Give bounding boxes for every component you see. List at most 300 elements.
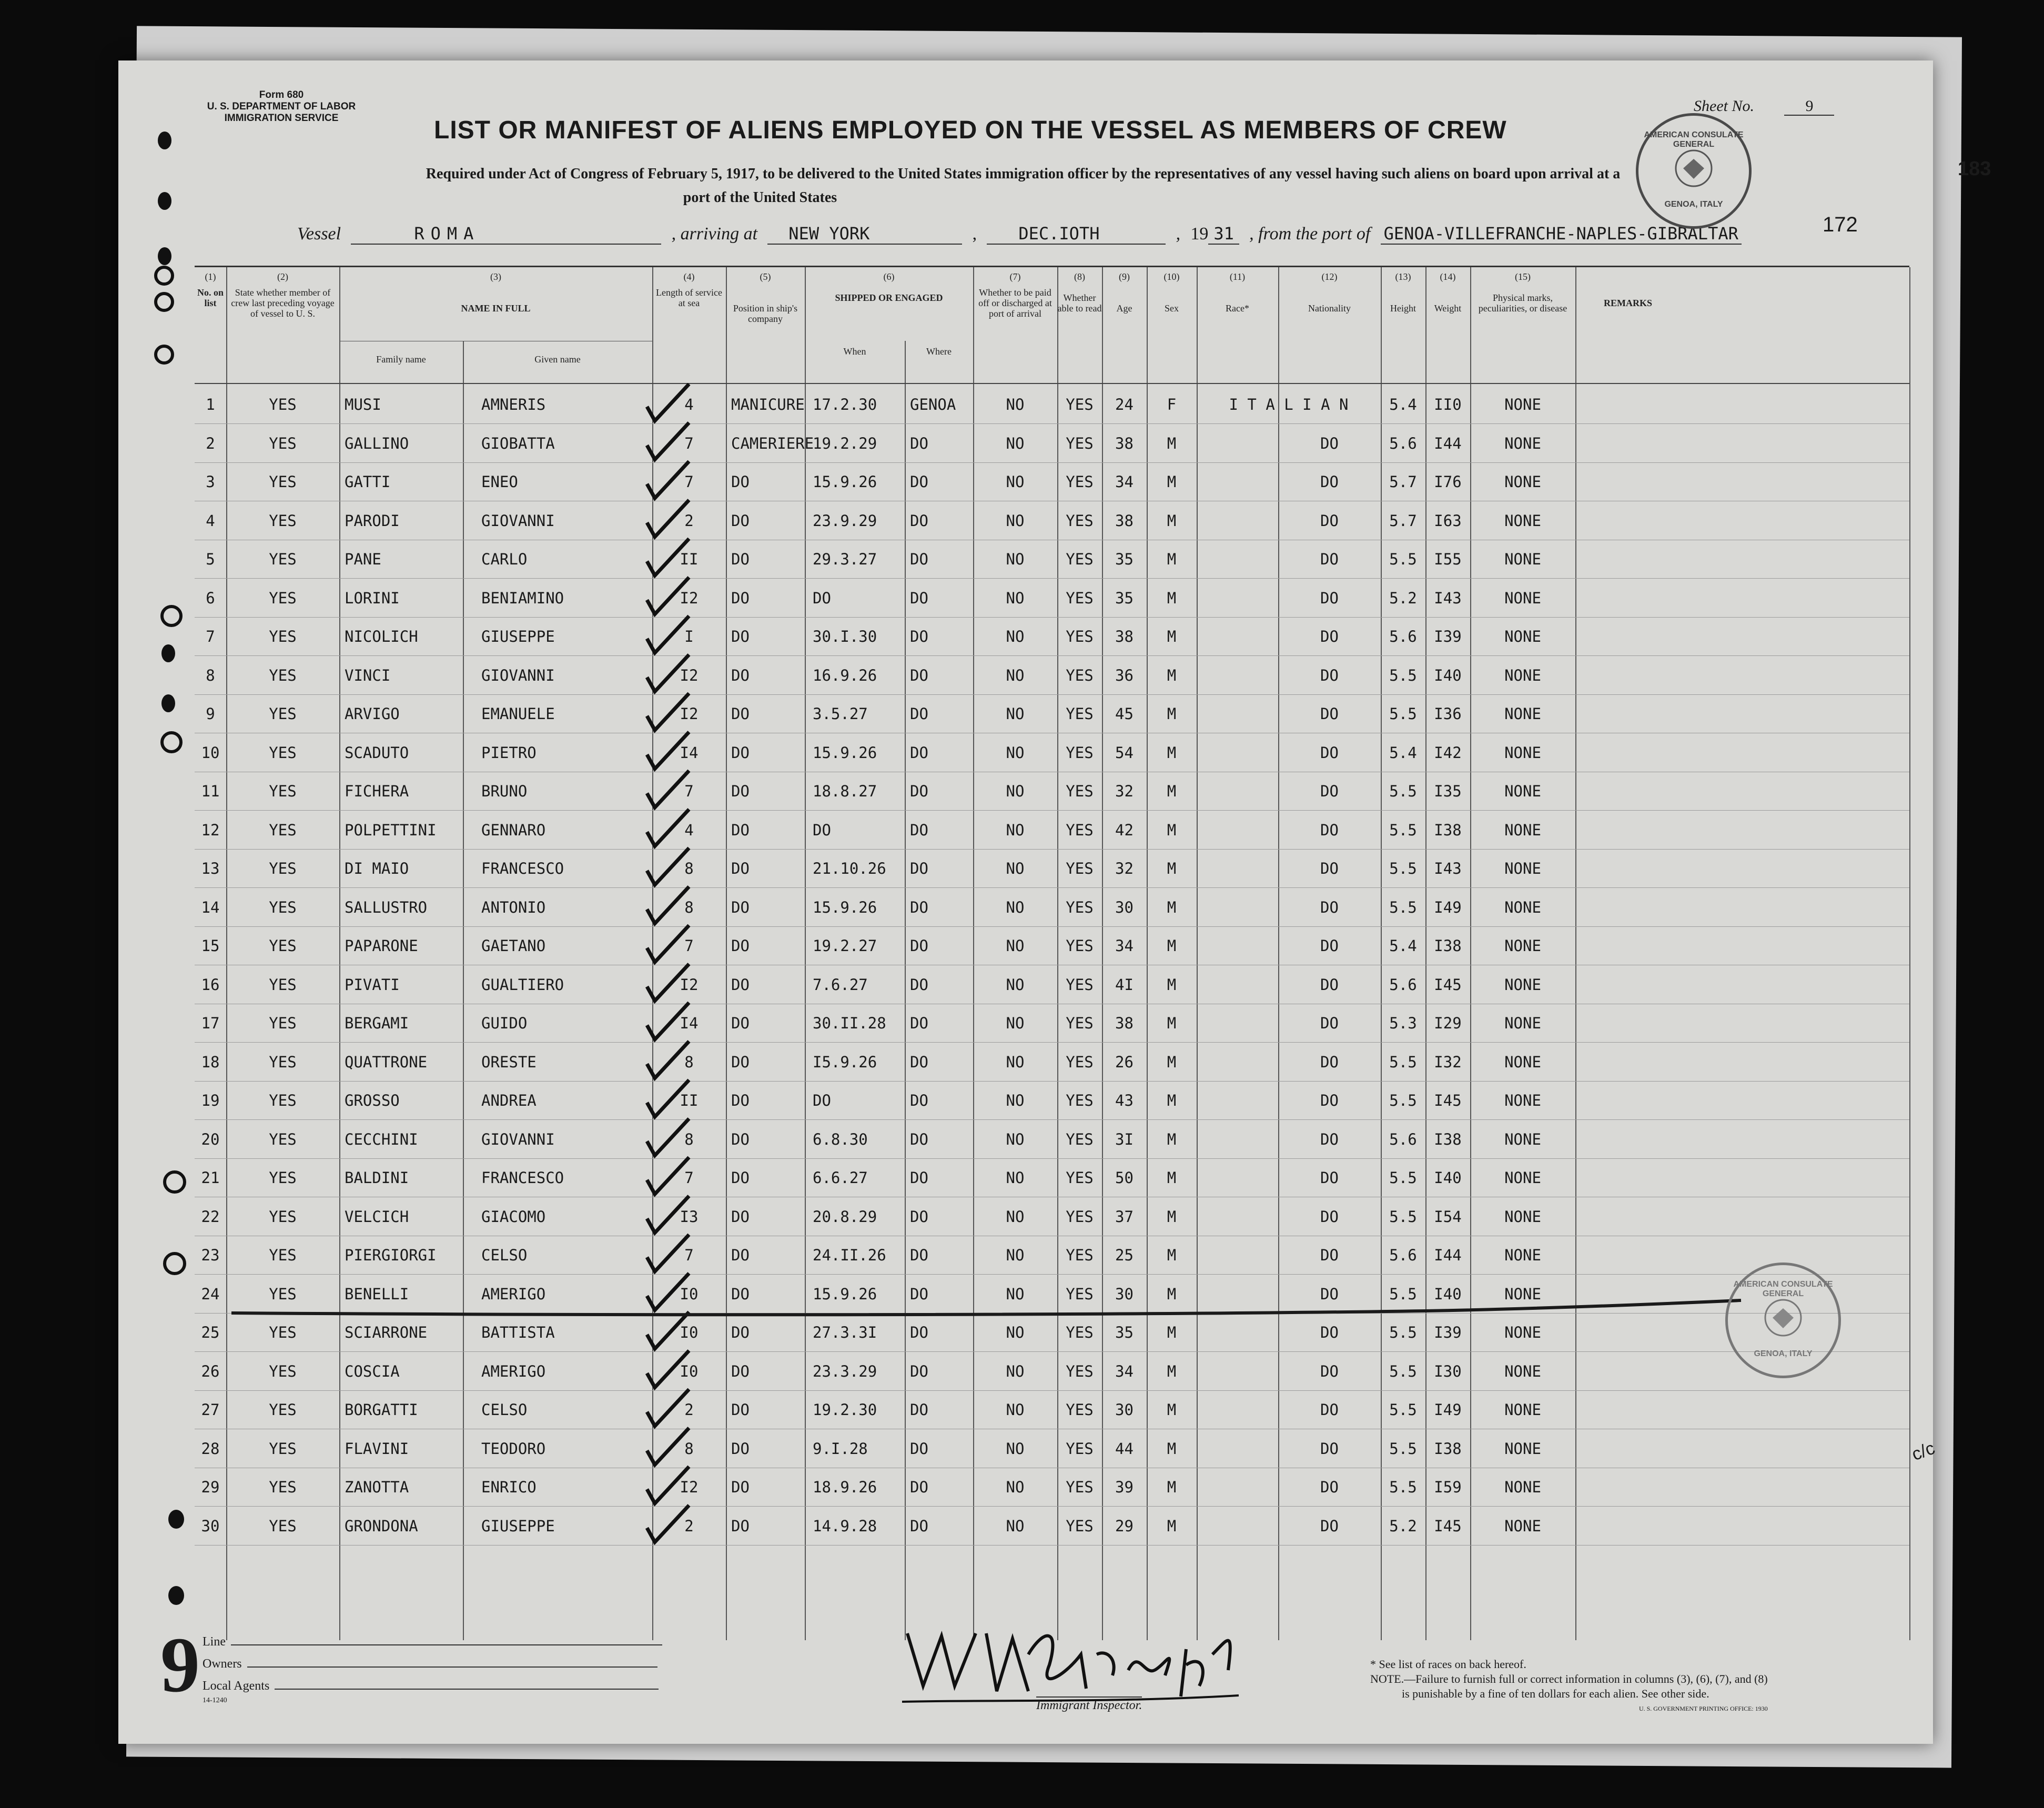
cell-physical-marks: NONE bbox=[1504, 473, 1541, 491]
col-header-race: (11) Race* bbox=[1226, 271, 1249, 314]
note-races: * See list of races on back hereof. bbox=[1370, 1658, 1526, 1671]
check-mark bbox=[647, 810, 689, 846]
cell-service-length: 8 bbox=[684, 1053, 694, 1071]
cell-row-number: 9 bbox=[206, 705, 215, 723]
side-number-mid: 172 bbox=[1823, 213, 1858, 236]
cell-shipped-when: 23.9.29 bbox=[813, 511, 877, 530]
cell-position: DO bbox=[731, 1517, 750, 1535]
cell-weight: I29 bbox=[1434, 1014, 1462, 1032]
cell-shipped-where: GENOA bbox=[910, 396, 956, 413]
cell-nationality: DO bbox=[1320, 589, 1339, 607]
cell-shipped-when: 16.9.26 bbox=[813, 666, 877, 684]
cell-paid-off: NO bbox=[1006, 1207, 1025, 1226]
cell-family-name: POLPETTINI bbox=[345, 821, 437, 839]
cell-family-name: COSCIA bbox=[345, 1362, 400, 1380]
cell-height: 5.2 bbox=[1389, 589, 1417, 607]
cell-shipped-when: 7.6.27 bbox=[813, 975, 868, 994]
cell-family-name: PARODI bbox=[345, 511, 400, 530]
cell-family-name: ARVIGO bbox=[345, 705, 400, 723]
cell-physical-marks: NONE bbox=[1504, 1285, 1541, 1303]
cell-given-name: FRANCESCO bbox=[481, 1169, 564, 1187]
cell-weight: I55 bbox=[1434, 550, 1462, 568]
cell-age: 42 bbox=[1115, 821, 1134, 839]
cell-family-name: BENELLI bbox=[345, 1285, 409, 1303]
cell-shipped-when: 15.9.26 bbox=[813, 898, 877, 916]
cell-height: 5.5 bbox=[1389, 1207, 1417, 1226]
cell-shipped-when: 18.8.27 bbox=[813, 782, 877, 800]
cell-paid-off: NO bbox=[1006, 589, 1025, 607]
cell-physical-marks: NONE bbox=[1504, 1246, 1541, 1264]
check-mark bbox=[647, 578, 689, 614]
cell-sex: M bbox=[1167, 1014, 1177, 1032]
cell-shipped-when: 15.9.26 bbox=[813, 743, 877, 762]
cell-weight: I39 bbox=[1434, 1324, 1462, 1341]
cell-paid-off: NO bbox=[1006, 743, 1025, 762]
table-row bbox=[195, 386, 1909, 423]
cell-nationality: DO bbox=[1320, 1014, 1339, 1032]
cell-shipped-where: DO bbox=[910, 434, 928, 452]
form-header-block bbox=[197, 89, 366, 124]
cell-weight: I38 bbox=[1434, 1130, 1462, 1148]
cell-paid-off: NO bbox=[1006, 1478, 1025, 1496]
cell-given-name: CELSO bbox=[481, 1246, 528, 1264]
table-row bbox=[195, 1004, 1909, 1042]
cell-given-name: GIUSEPPE bbox=[481, 628, 555, 645]
cell-height: 5.7 bbox=[1389, 473, 1417, 491]
arrival-port: NEW YORK bbox=[767, 224, 962, 245]
cell-shipped-when: 14.9.28 bbox=[813, 1517, 877, 1535]
cell-row-number: 10 bbox=[201, 743, 220, 762]
cell-age: 39 bbox=[1115, 1478, 1134, 1496]
cell-able-to-read: YES bbox=[1066, 666, 1094, 684]
cell-able-to-read: YES bbox=[1066, 1130, 1094, 1148]
cell-previous-voyage: YES bbox=[269, 1439, 297, 1458]
cell-age: 36 bbox=[1115, 666, 1134, 684]
cell-service-length: I2 bbox=[680, 705, 699, 723]
cell-weight: I45 bbox=[1434, 1092, 1462, 1109]
cell-able-to-read: YES bbox=[1066, 589, 1094, 607]
cell-weight: I30 bbox=[1434, 1362, 1462, 1380]
cell-nationality: DO bbox=[1320, 821, 1339, 839]
cell-given-name: EMANUELE bbox=[481, 705, 555, 723]
cell-nationality: DO bbox=[1320, 1207, 1339, 1226]
cell-physical-marks: NONE bbox=[1504, 1401, 1541, 1419]
check-mark bbox=[647, 1157, 689, 1194]
cell-physical-marks: NONE bbox=[1504, 937, 1541, 955]
cell-shipped-where: DO bbox=[910, 1207, 928, 1226]
binder-hole bbox=[158, 192, 171, 210]
year-prefix: 19 bbox=[1190, 224, 1209, 244]
requirement-line-1: Required under Act of Congress of February 5, 1917, to be delivered to the United States immigration officer by the representatives of any vessel having such aliens on board upon arrival at a bbox=[426, 166, 1621, 182]
voyage-line: Vessel ROMA , arriving at NEW YORK , DEC.IOTH , 19 31 , from the port of GENOA-VILLEFRANCHE-NAPLES-GIBRALTAR bbox=[297, 224, 1742, 245]
cell-weight: I40 bbox=[1434, 1285, 1462, 1303]
departure-ports: GENOA-VILLEFRANCHE-NAPLES-GIBRALTAR bbox=[1381, 224, 1742, 245]
consulate-stamp-bottom: AMERICAN CONSULATE GENERAL GENOA, ITALY bbox=[1725, 1262, 1841, 1378]
cell-service-length: 7 bbox=[684, 937, 694, 955]
cell-shipped-when: 19.2.27 bbox=[813, 937, 877, 955]
col-header-family-name: Family name bbox=[376, 354, 426, 365]
table-row bbox=[195, 1507, 1909, 1545]
cell-physical-marks: NONE bbox=[1504, 898, 1541, 916]
cell-given-name: AMERIGO bbox=[481, 1362, 546, 1380]
cell-position: CAMERIERE bbox=[731, 434, 814, 452]
cell-sex: M bbox=[1167, 550, 1177, 568]
cell-weight: I35 bbox=[1434, 782, 1462, 800]
cell-nationality: DO bbox=[1320, 666, 1339, 684]
cell-sex: M bbox=[1167, 666, 1177, 684]
footer-owners-label: Owners bbox=[203, 1657, 242, 1671]
cell-row-number: 16 bbox=[201, 975, 220, 994]
checkmarks-overlay bbox=[626, 383, 700, 1609]
cell-age: 4I bbox=[1115, 975, 1134, 994]
cell-previous-voyage: YES bbox=[269, 628, 297, 645]
cell-position: DO bbox=[731, 1207, 750, 1226]
cell-previous-voyage: YES bbox=[269, 434, 297, 452]
cell-row-number: 19 bbox=[201, 1092, 220, 1109]
cell-height: 5.4 bbox=[1389, 396, 1417, 413]
cell-row-number: 21 bbox=[201, 1169, 220, 1187]
cell-shipped-when: 19.2.30 bbox=[813, 1401, 877, 1419]
cell-age: 3I bbox=[1115, 1130, 1134, 1148]
cell-physical-marks: NONE bbox=[1504, 1130, 1541, 1148]
cell-physical-marks: NONE bbox=[1504, 1324, 1541, 1341]
cell-row-number: 17 bbox=[201, 1014, 220, 1032]
cell-shipped-where: DO bbox=[910, 666, 928, 684]
cell-given-name: GUALTIERO bbox=[481, 975, 564, 994]
table-row bbox=[195, 618, 1909, 655]
cell-sex: M bbox=[1167, 705, 1177, 723]
cell-shipped-when: 3.5.27 bbox=[813, 705, 868, 723]
cell-nationality: DO bbox=[1320, 898, 1339, 916]
cell-previous-voyage: YES bbox=[269, 975, 297, 994]
side-number-top: 183 bbox=[1958, 158, 1991, 180]
cell-given-name: BRUNO bbox=[481, 782, 528, 800]
cell-weight: I45 bbox=[1434, 1517, 1462, 1535]
check-mark bbox=[647, 539, 689, 575]
cell-able-to-read: YES bbox=[1066, 743, 1094, 762]
cell-shipped-when: DO bbox=[813, 821, 831, 839]
inspector-label: Immigrant Inspector. bbox=[1036, 1696, 1142, 1713]
cell-height: 5.5 bbox=[1389, 1169, 1417, 1187]
cell-sex: M bbox=[1167, 1285, 1177, 1303]
binder-hole bbox=[154, 266, 174, 286]
col-header-physical-marks: (15) Physical marks, peculiarities, or disease bbox=[1478, 271, 1567, 314]
cell-weight: I49 bbox=[1434, 1401, 1462, 1419]
cell-paid-off: NO bbox=[1006, 821, 1025, 839]
cell-family-name: GROSSO bbox=[345, 1092, 400, 1109]
cell-service-length: I2 bbox=[680, 666, 699, 684]
cell-shipped-when: DO bbox=[813, 589, 831, 607]
cell-height: 5.2 bbox=[1389, 1517, 1417, 1535]
cell-sex: M bbox=[1167, 511, 1177, 530]
cell-paid-off: NO bbox=[1006, 666, 1025, 684]
cell-weight: I38 bbox=[1434, 1439, 1462, 1458]
check-mark bbox=[647, 655, 689, 692]
cell-nationality: DO bbox=[1320, 511, 1339, 530]
cell-previous-voyage: YES bbox=[269, 1401, 297, 1419]
note-line-2: is punishable by a fine of ten dollars for each alien. See other side. bbox=[1402, 1687, 1709, 1700]
cell-physical-marks: NONE bbox=[1504, 589, 1541, 607]
cell-weight: I76 bbox=[1434, 473, 1462, 491]
cell-previous-voyage: YES bbox=[269, 705, 297, 723]
cell-paid-off: NO bbox=[1006, 1362, 1025, 1380]
cell-shipped-where: DO bbox=[910, 860, 928, 877]
cell-given-name: CARLO bbox=[481, 550, 528, 568]
cell-weight: I45 bbox=[1434, 975, 1462, 994]
cell-race: I T A L I A N bbox=[1229, 396, 1349, 413]
cell-age: 25 bbox=[1115, 1246, 1134, 1264]
col-header-height: (13) Height bbox=[1390, 271, 1416, 314]
cell-physical-marks: NONE bbox=[1504, 434, 1541, 452]
cell-able-to-read: YES bbox=[1066, 898, 1094, 916]
footer-fields bbox=[203, 1631, 662, 1704]
cell-paid-off: NO bbox=[1006, 1092, 1025, 1109]
cell-position: DO bbox=[731, 1401, 750, 1419]
cell-age: 35 bbox=[1115, 589, 1134, 607]
cell-family-name: DI MAIO bbox=[345, 860, 409, 877]
cell-nationality: DO bbox=[1320, 1285, 1339, 1303]
cell-nationality: DO bbox=[1320, 473, 1339, 491]
cell-family-name: BALDINI bbox=[345, 1169, 409, 1187]
cell-position: DO bbox=[731, 1246, 750, 1264]
cell-row-number: 14 bbox=[201, 898, 220, 916]
cell-shipped-where: DO bbox=[910, 1324, 928, 1341]
cell-able-to-read: YES bbox=[1066, 1169, 1094, 1187]
cell-nationality: DO bbox=[1320, 1169, 1339, 1187]
cell-height: 5.5 bbox=[1389, 821, 1417, 839]
cell-service-length: 8 bbox=[684, 1439, 694, 1458]
cell-physical-marks: NONE bbox=[1504, 1478, 1541, 1496]
cell-previous-voyage: YES bbox=[269, 1517, 297, 1535]
cell-height: 5.5 bbox=[1389, 1285, 1417, 1303]
cell-sex: M bbox=[1167, 434, 1177, 452]
from-label: , from the port of bbox=[1249, 224, 1371, 244]
cell-service-length: I0 bbox=[680, 1285, 699, 1303]
cell-position: DO bbox=[731, 860, 750, 877]
cell-service-length: I bbox=[684, 628, 694, 645]
footer-big-sheet-number: 9 bbox=[160, 1621, 200, 1709]
cell-age: 35 bbox=[1115, 1324, 1134, 1341]
check-mark bbox=[647, 1351, 689, 1388]
cell-service-length: 8 bbox=[684, 898, 694, 916]
cell-able-to-read: YES bbox=[1066, 1324, 1094, 1341]
cell-paid-off: NO bbox=[1006, 1246, 1025, 1264]
cell-sex: M bbox=[1167, 860, 1177, 877]
cell-paid-off: NO bbox=[1006, 1324, 1025, 1341]
cell-position: DO bbox=[731, 628, 750, 645]
cell-position: DO bbox=[731, 666, 750, 684]
cell-shipped-when: 15.9.26 bbox=[813, 1285, 877, 1303]
cell-row-number: 13 bbox=[201, 860, 220, 877]
cell-age: 38 bbox=[1115, 628, 1134, 645]
vessel-name: ROMA bbox=[351, 224, 661, 245]
table-row bbox=[195, 1082, 1909, 1119]
cell-service-length: I2 bbox=[680, 589, 699, 607]
cell-shipped-when: 19.2.29 bbox=[813, 434, 877, 452]
year-suffix: 31 bbox=[1208, 224, 1239, 245]
cell-family-name: LORINI bbox=[345, 589, 400, 607]
cell-service-length: 7 bbox=[684, 473, 694, 491]
cell-shipped-when: 24.II.26 bbox=[813, 1246, 886, 1264]
footer-notes bbox=[1370, 1657, 1768, 1716]
cell-sex: M bbox=[1167, 473, 1177, 491]
cell-height: 5.7 bbox=[1389, 511, 1417, 530]
cell-given-name: ENEO bbox=[481, 473, 518, 491]
cell-shipped-when: 30.II.28 bbox=[813, 1014, 886, 1032]
cell-able-to-read: YES bbox=[1066, 1517, 1094, 1535]
cell-given-name: GIOVANNI bbox=[481, 1130, 555, 1148]
col-header-previous-voyage: (2) State whether member of crew last preceding voyage of vessel to U. S. bbox=[231, 271, 335, 319]
department-name: U. S. DEPARTMENT OF LABOR bbox=[207, 101, 356, 112]
cell-position: DO bbox=[731, 898, 750, 916]
cell-position: DO bbox=[731, 589, 750, 607]
cell-sex: M bbox=[1167, 782, 1177, 800]
cell-given-name: GUIDO bbox=[481, 1014, 528, 1032]
cell-row-number: 18 bbox=[201, 1053, 220, 1071]
cell-previous-voyage: YES bbox=[269, 782, 297, 800]
cell-nationality: DO bbox=[1320, 1324, 1339, 1341]
col-header-sex: (10) Sex bbox=[1163, 271, 1180, 314]
cell-given-name: TEODORO bbox=[481, 1439, 546, 1458]
table-row bbox=[195, 888, 1909, 926]
cell-service-length: 7 bbox=[684, 1246, 694, 1264]
cell-physical-marks: NONE bbox=[1504, 1053, 1541, 1071]
cell-previous-voyage: YES bbox=[269, 511, 297, 530]
cell-nationality: DO bbox=[1320, 1246, 1339, 1264]
cell-family-name: GRONDONA bbox=[345, 1517, 418, 1535]
cell-shipped-when: I5.9.26 bbox=[813, 1053, 877, 1071]
service-name: IMMIGRATION SERVICE bbox=[224, 113, 339, 124]
cell-row-number: 2 bbox=[206, 434, 215, 452]
cell-sex: M bbox=[1167, 1362, 1177, 1380]
binder-hole bbox=[158, 247, 171, 265]
binder-hole bbox=[168, 1510, 184, 1529]
cell-sex: M bbox=[1167, 1092, 1177, 1109]
cell-able-to-read: YES bbox=[1066, 1246, 1094, 1264]
cell-position: DO bbox=[731, 1169, 750, 1187]
check-mark bbox=[647, 1196, 689, 1233]
cell-nationality: DO bbox=[1320, 1478, 1339, 1496]
table-row bbox=[195, 734, 1909, 772]
cell-row-number: 1 bbox=[206, 396, 215, 413]
cell-position: DO bbox=[731, 1014, 750, 1032]
binder-hole bbox=[161, 644, 175, 662]
cell-able-to-read: YES bbox=[1066, 1092, 1094, 1109]
cell-shipped-when: 29.3.27 bbox=[813, 550, 877, 568]
cell-nationality: DO bbox=[1320, 1517, 1339, 1535]
cell-service-length: I2 bbox=[680, 975, 699, 994]
cell-shipped-when: 20.8.29 bbox=[813, 1207, 877, 1226]
table-row bbox=[195, 463, 1909, 501]
cell-given-name: BATTISTA bbox=[481, 1324, 555, 1341]
cell-paid-off: NO bbox=[1006, 550, 1025, 568]
cell-paid-off: NO bbox=[1006, 511, 1025, 530]
requirement-line-2: port of the United States bbox=[683, 189, 837, 206]
cell-paid-off: NO bbox=[1006, 1285, 1025, 1303]
cell-physical-marks: NONE bbox=[1504, 1092, 1541, 1109]
col-header-where: Where bbox=[926, 346, 952, 357]
cell-previous-voyage: YES bbox=[269, 1207, 297, 1226]
check-mark bbox=[647, 461, 689, 498]
cell-given-name: ANTONIO bbox=[481, 898, 546, 916]
cell-shipped-where: DO bbox=[910, 628, 928, 645]
consulate-stamp-top bbox=[1636, 113, 1752, 229]
cell-paid-off: NO bbox=[1006, 705, 1025, 723]
cell-given-name: ORESTE bbox=[481, 1053, 537, 1071]
cell-height: 5.3 bbox=[1389, 1014, 1417, 1032]
cell-shipped-when: 15.9.26 bbox=[813, 473, 877, 491]
table-row bbox=[195, 1159, 1909, 1197]
cell-shipped-where: DO bbox=[910, 473, 928, 491]
printer-line: U. S. GOVERNMENT PRINTING OFFICE: 1930 bbox=[1638, 1705, 1768, 1712]
cell-previous-voyage: YES bbox=[269, 550, 297, 568]
binder-hole bbox=[160, 731, 183, 753]
cell-paid-off: NO bbox=[1006, 898, 1025, 916]
cell-height: 5.5 bbox=[1389, 860, 1417, 877]
arrival-date: DEC.IOTH bbox=[987, 224, 1166, 245]
cell-physical-marks: NONE bbox=[1504, 821, 1541, 839]
cell-able-to-read: YES bbox=[1066, 1439, 1094, 1458]
binder-hole bbox=[161, 694, 175, 712]
cell-position: DO bbox=[731, 1285, 750, 1303]
cell-able-to-read: YES bbox=[1066, 628, 1094, 645]
cell-position: DO bbox=[731, 937, 750, 955]
arriving-label: , arriving at bbox=[671, 224, 758, 244]
cell-sex: M bbox=[1167, 1401, 1177, 1419]
check-mark bbox=[647, 1467, 689, 1503]
cell-given-name: GIACOMO bbox=[481, 1207, 546, 1226]
cell-shipped-where: DO bbox=[910, 1439, 928, 1458]
cell-shipped-where: DO bbox=[910, 898, 928, 916]
cell-position: DO bbox=[731, 1439, 750, 1458]
cell-previous-voyage: YES bbox=[269, 1324, 297, 1341]
check-mark bbox=[647, 848, 689, 885]
cell-position: DO bbox=[731, 1478, 750, 1496]
cell-weight: I40 bbox=[1434, 1169, 1462, 1187]
col-header-number: (1) No. on list bbox=[197, 271, 224, 308]
cell-sex: M bbox=[1167, 821, 1177, 839]
cell-paid-off: NO bbox=[1006, 473, 1025, 491]
footer-agents-label: Local Agents bbox=[203, 1679, 270, 1693]
cell-paid-off: NO bbox=[1006, 628, 1025, 645]
cell-weight: I63 bbox=[1434, 511, 1462, 530]
cell-able-to-read: YES bbox=[1066, 1053, 1094, 1071]
cell-shipped-when: 9.I.28 bbox=[813, 1439, 868, 1458]
cell-shipped-when: 21.10.26 bbox=[813, 860, 886, 877]
cell-row-number: 6 bbox=[206, 589, 215, 607]
cell-paid-off: NO bbox=[1006, 1401, 1025, 1419]
check-mark bbox=[647, 964, 689, 1001]
cell-age: 45 bbox=[1115, 705, 1134, 723]
cell-previous-voyage: YES bbox=[269, 743, 297, 762]
cell-shipped-where: DO bbox=[910, 1014, 928, 1032]
check-mark bbox=[647, 887, 689, 924]
check-mark bbox=[647, 423, 689, 460]
cell-shipped-where: DO bbox=[910, 1401, 928, 1419]
cell-previous-voyage: YES bbox=[269, 1478, 297, 1496]
cell-sex: M bbox=[1167, 589, 1177, 607]
cell-shipped-where: DO bbox=[910, 550, 928, 568]
cell-physical-marks: NONE bbox=[1504, 628, 1541, 645]
cell-age: 43 bbox=[1115, 1092, 1134, 1109]
cell-service-length: II bbox=[680, 550, 699, 568]
check-mark bbox=[647, 693, 689, 730]
cell-able-to-read: YES bbox=[1066, 1207, 1094, 1226]
table-row bbox=[195, 656, 1909, 694]
check-mark bbox=[647, 616, 689, 653]
vessel-label: Vessel bbox=[297, 224, 341, 244]
cell-age: 35 bbox=[1115, 550, 1134, 568]
